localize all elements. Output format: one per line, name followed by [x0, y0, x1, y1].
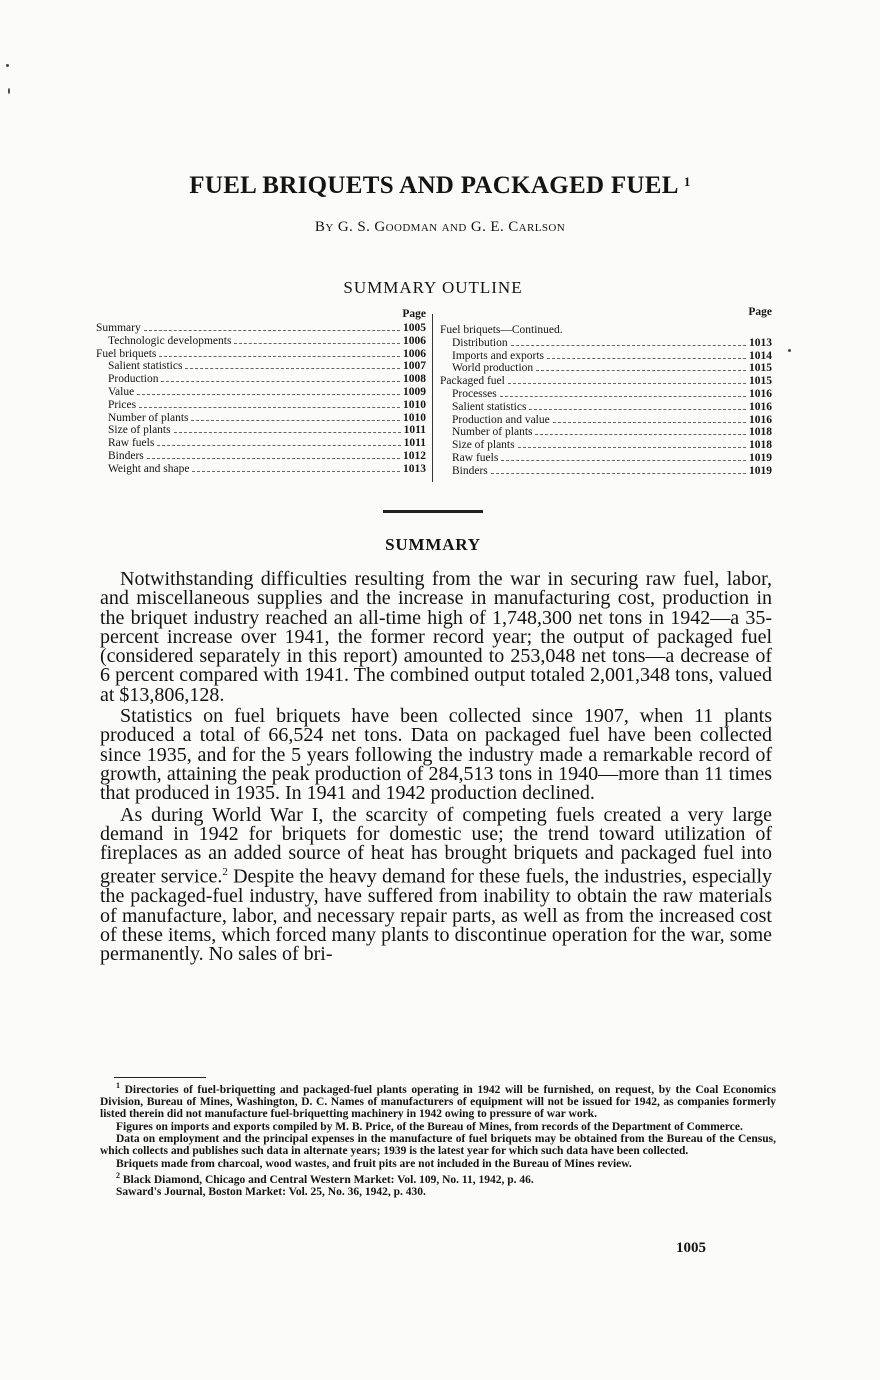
- page-title: [0, 172, 880, 200]
- outline-entry-label: Salient statistics: [108, 360, 183, 373]
- outline-entry-page: 1011: [403, 424, 426, 437]
- outline-entry-page: 1016: [749, 387, 772, 400]
- outline-entry-page: 1010: [403, 411, 426, 424]
- outline-entry: [96, 412, 426, 425]
- outline-leader-dots: [547, 358, 746, 359]
- scan-speck: [8, 88, 10, 94]
- outline-leader-dots: [518, 447, 746, 448]
- outline-leader-dots: [508, 383, 746, 384]
- outline-entry: [96, 360, 426, 373]
- outline-entry: [96, 348, 426, 361]
- footnote-1-imports: Figures on imports and exports compiled by M. B. Price, of the Bureau of Mines, from records of the Department of Commerce.: [116, 1120, 743, 1133]
- outline-entry: [96, 450, 426, 463]
- outline-entry-label: Summary: [96, 322, 141, 334]
- outline-entry-page: 1009: [403, 385, 426, 398]
- outline-entry-page: 1018: [749, 426, 772, 439]
- outline-entry-label: Packaged fuel: [440, 375, 505, 388]
- outline-leader-dots: [500, 396, 746, 397]
- outline-entry-page: 1015: [749, 362, 772, 375]
- outline-entry: [96, 399, 426, 412]
- outline-entry-label: Production: [108, 373, 159, 386]
- outline-entry: [440, 350, 772, 363]
- summary-heading: SUMMARY: [385, 535, 481, 554]
- outline-entry-label: Size of plants: [108, 424, 171, 437]
- outline-leader-dots: [157, 445, 400, 446]
- outline-entry-page: 1016: [749, 400, 772, 413]
- outline-entry-page: 1013: [749, 336, 772, 349]
- outline-entry-page: 1014: [749, 349, 772, 362]
- outline-entry-label: Raw fuels: [452, 451, 499, 464]
- outline-leader-dots: [159, 356, 400, 357]
- footnote-1: [100, 1080, 776, 1121]
- outline-entry-page: 1008: [403, 373, 426, 386]
- outline-entry-label: Size of plants: [452, 439, 515, 452]
- outline-entry: [96, 373, 426, 386]
- outline-leader-dots: [161, 381, 400, 382]
- outline-leader-dots: [191, 420, 400, 421]
- outline-entry-page: 1006: [403, 347, 426, 360]
- outline-entry-label: Technologic developments: [108, 334, 232, 347]
- outline-leader-dots: [491, 473, 746, 474]
- outline-leader-dots: [234, 343, 400, 344]
- outline-entry: [440, 362, 772, 375]
- outline-entry: [440, 375, 772, 388]
- outline-entry-label: Prices: [108, 398, 137, 411]
- outline-entry-label: World production: [452, 362, 534, 375]
- scan-speck: [788, 349, 791, 352]
- outline-entry: [440, 465, 772, 478]
- outline-entry-label: Imports and exports: [452, 349, 544, 362]
- summary-paragraph-3-part-a: As during World War I, the scarcity of competing fuels created a very large demand in 1942 for briquets for domestic use; the trend toward utilization of fireplaces as an added source of heat has brought briquets and packaged fuel into greater service.: [100, 803, 772, 889]
- outline-entry: [96, 463, 426, 476]
- footnote-2: [100, 1170, 776, 1186]
- outline-entry-label: Weight and shape: [108, 462, 190, 475]
- outline-entry: [96, 437, 426, 450]
- footnotes: [100, 1080, 776, 1198]
- outline-entry: [96, 424, 426, 437]
- outline-entry-page: 1013: [403, 462, 426, 475]
- outline-entry-page: 1019: [749, 464, 772, 477]
- outline-heading: SUMMARY OUTLINE: [343, 278, 523, 297]
- outline-entry: [440, 426, 772, 439]
- outline-entry-page: 1015: [749, 375, 772, 388]
- outline-entry: [96, 386, 426, 399]
- outline-leader-dots: [536, 370, 746, 371]
- section-divider-rule: [383, 510, 483, 513]
- footnote-1-briquets: Briquets made from charcoal, wood wastes, and fruit pits are not included in the Bureau of Mines review.: [116, 1157, 632, 1170]
- outline-entry-page: 1007: [403, 360, 426, 373]
- outline-leader-dots: [144, 330, 400, 331]
- outline-entry: [440, 388, 772, 401]
- outline-entry: [440, 439, 772, 452]
- outline-entry: [96, 335, 426, 348]
- outline-entry-page: 1018: [749, 439, 772, 452]
- footnote-1-text: Directories of fuel-briquetting and packaged-fuel plants operating in 1942 will be furnished, on request, by the Coal Economics Division, Bureau of Mines, Washington, D. C. Names of manufacturers of equipment will not be issued for 1942, as companies formerly listed therein did not manufacture fuel-briquetting machinery in 1942 owing to pressure of war work.: [100, 1083, 776, 1121]
- outline-entry-label: Raw fuels: [108, 437, 155, 450]
- outline-leader-dots: [501, 460, 746, 461]
- outline-entry-page: 1010: [403, 398, 426, 411]
- outline-entry-page: 1012: [403, 449, 426, 462]
- footnote-1-mark: 1: [116, 1081, 120, 1090]
- summary-paragraph-2: Statistics on fuel briquets have been collected since 1907, when 11 plants produced a total of 66,524 net tons. Data on packaged fuel have been collected since 1935, and for the 5 years following the industry made a remarkable record of growth, attaining the peak production of 284,513 tons in 1940—more than 11 times that produced in 1935. In 1941 and 1942 production declined.: [100, 705, 772, 805]
- outline-leader-dots: [553, 422, 746, 423]
- outline-column-right: [440, 308, 772, 478]
- outline-entry: [440, 414, 772, 427]
- outline-leader-dots: [139, 407, 400, 408]
- footnote-2-text: Black Diamond, Chicago and Central Western Market: Vol. 109, No. 11, 1942, p. 46.: [120, 1173, 534, 1186]
- outline-entry-label: Number of plants: [452, 426, 533, 439]
- outline-entry-page: 1005: [403, 322, 426, 334]
- outline-entry-label: Fuel briquets: [96, 347, 157, 360]
- scan-speck: [6, 64, 9, 67]
- outline-entry: [440, 337, 772, 350]
- footnote-1-employment: Data on employment and the principal expenses in the manufacture of fuel briquets may be obtained from the Bureau of the Census, which collects and publishes such data in alternate years; 1939 is the latest year for which such data have been collected.: [100, 1133, 776, 1158]
- outline-entry-label: Binders: [108, 449, 144, 462]
- outline-entry: [96, 322, 426, 335]
- summary-body: [100, 570, 772, 967]
- summary-paragraph-3: [100, 803, 772, 966]
- byline: By G. S. Goodman and G. E. Carlson: [314, 219, 566, 235]
- outline-entry-label: Production and value: [452, 413, 550, 426]
- footnote-rule: [114, 1077, 206, 1078]
- outline-leader-dots: [174, 432, 401, 433]
- outline-entry-page: 1019: [749, 451, 772, 464]
- outline-entry-label: Fuel briquets—Continued.: [440, 324, 563, 336]
- outline-leader-dots: [192, 471, 400, 472]
- outline-leader-dots: [137, 394, 400, 395]
- footnote-2-mark: 2: [116, 1170, 120, 1180]
- outline-leader-dots: [529, 409, 746, 410]
- summary-paragraph-1: Notwithstanding difficulties resulting from the war in securing raw fuel, labor, and miscellaneous supplies and the increase in manufacturing cost, production in the briquet industry reached an all-time high of 1,748,300 net tons in 1942—a 35-percent increase over 1941, the former record year; the output of packaged fuel (considered separately in this report) amounted to 253,048 net tons—a decrease of 6 percent compared with 1941. The combined output totaled 2,001,348 tons, valued at $13,806,128.: [100, 568, 772, 706]
- outline-leader-dots: [185, 368, 400, 369]
- outline-entry-page: 1006: [403, 334, 426, 347]
- outline-entry: [440, 452, 772, 465]
- outline-entry-label: Processes: [452, 387, 497, 400]
- outline-leader-dots: [535, 434, 746, 435]
- outline-entry-label: Salient statistics: [452, 400, 527, 413]
- summary-paragraph-3-part-b: Despite the heavy demand for these fuels, the industries, especially the packaged-fuel industry, have suffered from inability to obtain the raw materials of manufacture, labor, and necessary repair parts, as well as from the increased cost of these items, which forced many plants to discontinue operation for the war, some permanently. No sales of bri-: [100, 866, 772, 966]
- outline-entry: [440, 401, 772, 414]
- outline-entry-label: Number of plants: [108, 411, 189, 424]
- outline-column-left: [96, 308, 426, 476]
- outline-page-label: Page: [402, 308, 426, 320]
- outline-entry-page: 1016: [749, 413, 772, 426]
- outline-page-label-right: Page: [748, 306, 772, 318]
- outline-entry-label: Distribution: [452, 336, 508, 349]
- footnote-2-saward: Saward's Journal, Boston Market: Vol. 25, No. 36, 1942, p. 430.: [116, 1186, 426, 1199]
- outline-divider: [432, 314, 433, 482]
- footnote-ref-2: 2: [222, 866, 228, 879]
- page-number: 1005: [676, 1240, 706, 1256]
- outline-entry: [440, 324, 772, 337]
- outline-leader-dots: [511, 345, 746, 346]
- title-text: FUEL BRIQUETS AND PACKAGED FUEL: [189, 172, 678, 199]
- title-footnote-mark: 1: [683, 174, 691, 189]
- outline-entry-label: Value: [108, 385, 135, 398]
- outline-entry-label: Binders: [452, 464, 488, 477]
- outline-entry-page: 1011: [403, 437, 426, 450]
- outline-leader-dots: [147, 458, 400, 459]
